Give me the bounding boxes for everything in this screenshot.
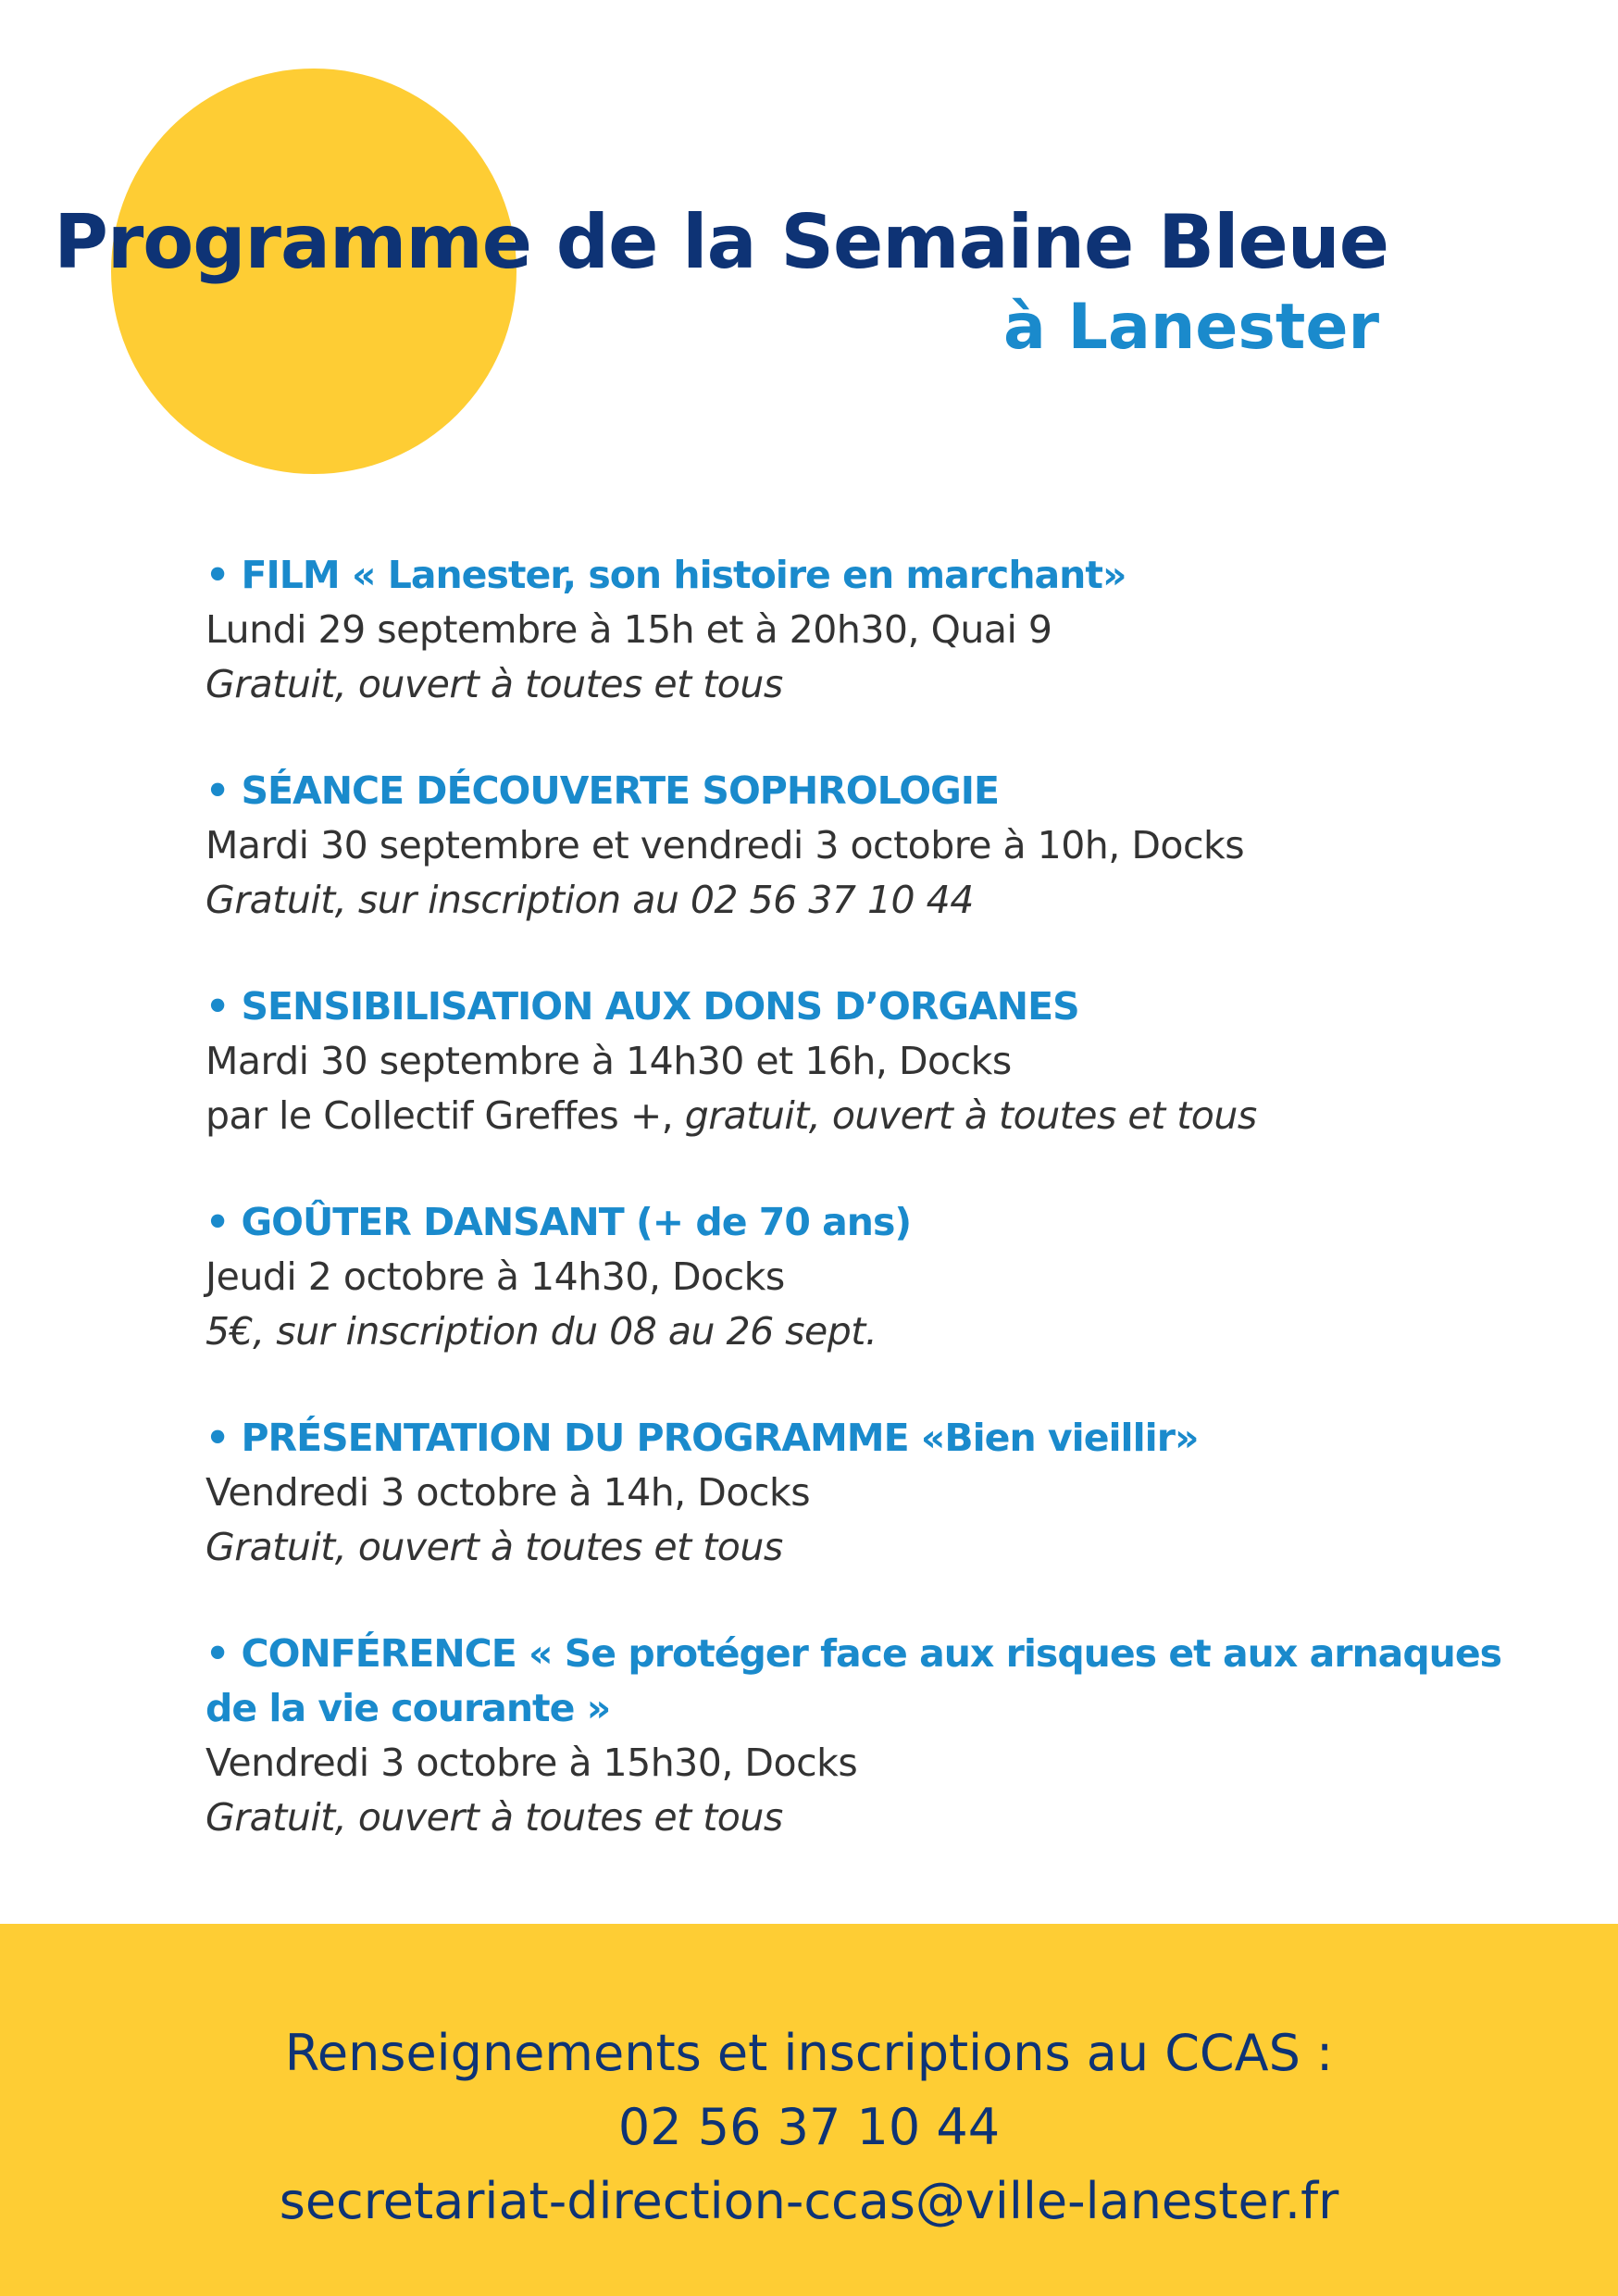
page-title: Programme de la Semaine Bleue xyxy=(54,199,1388,285)
event-date: Vendredi 3 octobre à 15h30, Docks xyxy=(205,1741,858,1785)
event-title-continued: de la vie courante » xyxy=(205,1686,611,1730)
event-title: • SENSIBILISATION AUX DONS D’ORGANES xyxy=(205,984,1079,1029)
event-info xyxy=(205,1089,1520,1143)
event-title: • FILM « Lanester, son histoire en marchant» xyxy=(205,553,1126,597)
event-title: • CONFÉRENCE « Se protéger face aux risques et aux arnaques xyxy=(205,1631,1502,1676)
event-title: • SÉANCE DÉCOUVERTE SOPHROLOGIE xyxy=(205,768,1000,813)
event-list xyxy=(205,548,1520,1897)
event-date: Lundi 29 septembre à 15h et à 20h30, Quai 9 xyxy=(205,607,1052,652)
event-date: Mardi 30 septembre et vendredi 3 octobre à 10h, Docks xyxy=(205,823,1245,867)
event-date: Mardi 30 septembre à 14h30 et 16h, Docks xyxy=(205,1039,1012,1083)
event-info-part: par le Collectif Greffes +, xyxy=(205,1093,685,1138)
event-dons-organes xyxy=(205,980,1520,1143)
event-title: • GOÛTER DANSANT (+ de 70 ans) xyxy=(205,1200,912,1244)
event-conference xyxy=(205,1627,1520,1845)
event-info-part: Gratuit, xyxy=(205,878,347,922)
event-info: 5€, sur inscription du 08 au 26 sept. xyxy=(205,1309,877,1354)
event-title: • PRÉSENTATION DU PROGRAMME «Bien vieillir» xyxy=(205,1416,1199,1460)
event-sophrologie xyxy=(205,764,1520,928)
contact-email: secretariat-direction-ccas@ville-lanester.fr xyxy=(279,2172,1339,2230)
event-info: Gratuit, ouvert à toutes et tous xyxy=(205,1525,783,1569)
event-gouter-dansant xyxy=(205,1195,1520,1359)
event-info: Gratuit, ouvert à toutes et tous xyxy=(205,662,783,706)
page-subtitle: à Lanester xyxy=(1003,291,1379,364)
contact-info-label: Renseignements et inscriptions au CCAS : xyxy=(284,2024,1334,2082)
event-info: Gratuit, ouvert à toutes et tous xyxy=(205,1795,783,1840)
event-date: Jeudi 2 octobre à 14h30, Docks xyxy=(205,1254,785,1299)
event-film xyxy=(205,548,1520,712)
event-info-part: gratuit, ouvert à toutes et tous xyxy=(684,1093,1257,1138)
event-info-part: sur inscription au 02 56 37 10 44 xyxy=(346,878,974,922)
event-info xyxy=(205,873,1520,928)
contact-phone: 02 56 37 10 44 xyxy=(617,2098,1001,2156)
contact-footer xyxy=(0,1924,1618,2296)
event-date: Vendredi 3 octobre à 14h, Docks xyxy=(205,1470,811,1515)
event-bien-vieillir xyxy=(205,1411,1520,1575)
